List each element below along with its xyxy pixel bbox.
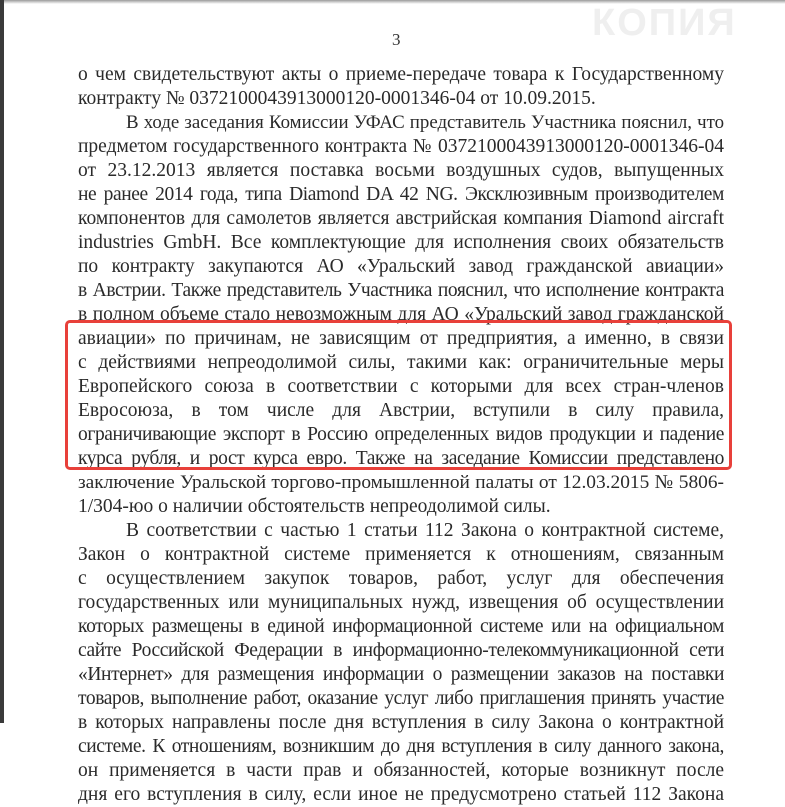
highlighted-text-line: ограничивающие экспорт в Россию определенных видов продукции и падение [78,424,724,445]
text-line: авиации» по причинам, не зависящим от предприятия, а именно, в связи [78,328,724,349]
text-line: В соответствии с частью 1 статьи 112 Закона о контрактной системе, [126,520,724,541]
highlighted-text-line: Европейского союза в соответствии с которыми для всех стран-членов [78,376,724,397]
text-line: он применяется в части прав и обязанностей, которые возникнут после [78,760,724,781]
text-line: в Австрии. Также представитель Участника пояснил, что исполнение контракта [78,280,724,301]
text-line: с осуществлением закупок товаров, работ, услуг для обеспечения [78,568,724,589]
text-line: не ранее 2014 года, типа Diamond DA 42 NG. Эксклюзивным производителем [78,184,724,205]
highlighted-text-line: заключение Уральской торгово-промышленной палаты от 12.03.2015 № 5806- [78,472,724,493]
text-line: дня его вступления в силу, если иное не предусмотрено статьей 112 Закона [78,784,724,805]
page-left-edge [0,0,4,723]
text-line: industries GmbH. Все комплектующие для исполнения своих обязательств [78,232,724,253]
paragraph-3 [78,519,724,807]
text-line: «Интернет» для размещения информации о размещении заказов на поставки [78,664,724,685]
text-line: товаров, выполнение работ, оказание услуг либо приглашения принять участие [78,688,724,709]
text-line: по контракту закупаются АО «Уральский завод гражданской авиации» [78,256,724,277]
text-line: контракту № 0372100043913000120-0001346-04 от 10.09.2015. [78,88,596,109]
text-line: в которых направлены после дня вступления в силу Закона о контрактной [78,712,724,733]
text-line: от 23.12.2013 является поставка восьми воздушных судов, выпущенных [78,160,724,181]
text-line: В ходе заседания Комиссии УФАС представитель Участника пояснил, что [126,112,724,133]
highlighted-text-line: с действиями непреодолимой силы, такими как: ограничительные меры [78,352,724,373]
text-line: государственных или муниципальных нужд, извещения об осуществлении [78,592,724,613]
paragraph-2 [78,111,724,519]
page-number: 3 [392,30,401,49]
text-line: о чем свидетельствуют акты о приеме-передаче товара к Государственному [78,64,724,85]
text-line: системе. К отношениям, возникшим до дня вступления в силу данного закона, [78,736,724,757]
paragraph-1 [78,63,724,111]
highlighted-text-line: Евросоюза, в том числе для Австрии, вступили в силу правила, [78,400,724,421]
document-body [78,63,724,807]
text-line: которых размещены в единой информационной системе или на официальном [78,616,724,637]
text-line: компонентов для самолетов является австрийская компания Diamond aircraft [78,208,724,229]
copy-watermark: КОПИЯ [592,2,737,44]
text-line: сайте Российской Федерации в информационно-телекоммуникационной сети [78,640,724,661]
highlighted-text-line: курса рубля, и рост курса евро. Также на заседание Комиссии представлено [78,448,724,469]
highlighted-text-line: 1/304-юо о наличии обстоятельств непреодолимой силы. [78,496,551,517]
text-line: Закон о контрактной системе применяется к отношениям, связанным [78,544,724,565]
text-line: предметом государственного контракта № 0372100043913000120-0001346-04 [78,136,724,157]
text-line: в полном объеме стало невозможным для АО «Уральский завод гражданской [78,304,724,325]
